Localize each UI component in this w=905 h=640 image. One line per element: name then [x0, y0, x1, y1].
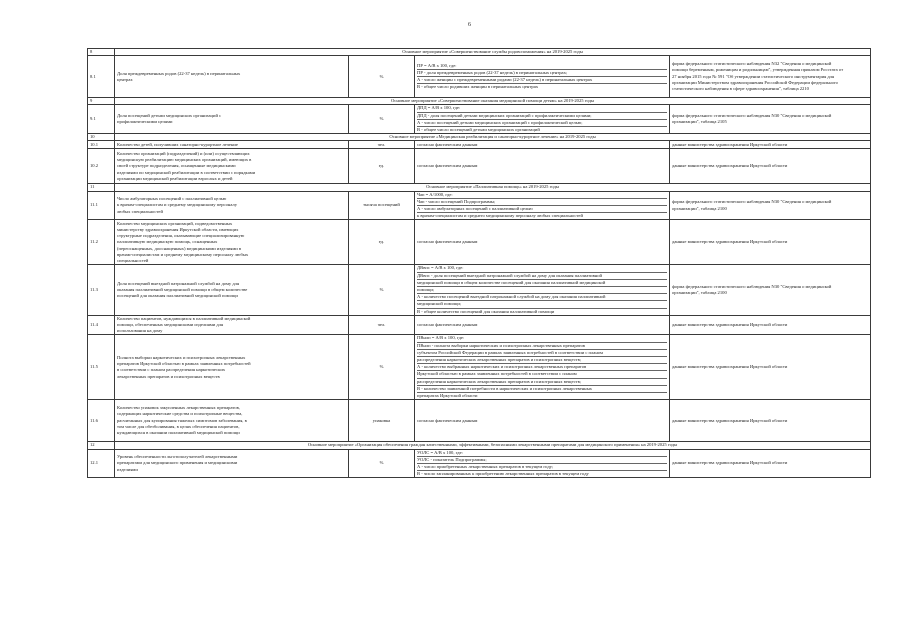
indicator-source-line: организации", таблица 2105: [672, 119, 727, 125]
indicator-name-line: помощи, обеспеченных медицинскими изделиями для: [117, 322, 224, 328]
indicator-formula-line: А - число посещений детьми медицинских организаций с профилактической целью;: [417, 120, 667, 127]
indicator-row: [88, 141, 871, 149]
indicator-formula-line: ДВвпс - доля посещений выездной патронажной службой на дому для оказания паллиативной: [417, 273, 667, 280]
indicator-formula-line: УОЛС = А/В х 100, где:: [417, 450, 667, 457]
indicator-source: [670, 449, 871, 478]
indicator-source: [670, 315, 871, 335]
indicator-formula-line: согласно фактическим данным: [417, 239, 478, 245]
indicator-formula-line: В - количество заявленной потребности в наркотических и психотропных лекарственных: [417, 386, 667, 393]
indicator-name-line: Доля преждевременных родов (22-37 недель) в перинатальных: [117, 70, 241, 76]
indicator-source-line: данные министерства здравоохранения Иркутской области: [672, 141, 788, 147]
indicator-source-line: организации Министерством здравоохранения Российской Федерации федерального: [672, 79, 838, 85]
indicator-number: 11.3: [88, 265, 115, 315]
indicator-name-line: Полнота выборки наркотических и психотропных лекарственных: [117, 354, 246, 360]
indicator-formula-line: ПВнлп - полнота выборки наркотических и психотропных лекарственных препаратов: [417, 343, 667, 350]
indicator-formula-line: А - число приобретенных лекарственных препаратов в текущем году;: [417, 464, 667, 471]
section-title: Основное мероприятие «Совершенствование службы родовспоможения» на 2019-2025 годы: [115, 49, 871, 56]
indicator-unit: ед.: [349, 149, 415, 184]
section-title: Основное мероприятие «Медицинская реабилитация и санаторно-курортное лечение» на 2019-2025 годы: [115, 134, 871, 141]
indicator-source-line: форма федерального статистического наблюдения N32 "Сведения о медицинской: [672, 61, 832, 67]
indicator-name-line: своей структуре подразделения, оснащенные медицинскими: [117, 163, 236, 169]
indicator-number: 11.6: [88, 400, 115, 442]
indicator-number: 10.2: [88, 149, 115, 184]
indicator-name: [115, 191, 349, 220]
indicator-name: [115, 149, 349, 184]
indicator-unit: %: [349, 335, 415, 400]
indicator-name-line: лекарственных препаратов и психотропных веществ: [117, 373, 220, 379]
indicator-name-line: Количество организаций (подразделений) и (или) осуществляющих: [117, 150, 250, 156]
indicator-formula-line: В - общее количество посещений для оказания паллиативной помощи: [417, 308, 555, 314]
indicator-number: 11.2: [88, 220, 115, 265]
indicator-name-line: Количество упаковок закупленных лекарственных препаратов,: [117, 405, 240, 411]
indicator-formula: [415, 400, 670, 442]
indicator-number: 8.1: [88, 56, 115, 98]
indicator-formula: [415, 265, 670, 315]
indicator-row: [88, 56, 871, 98]
indicator-name-line: том числе для обезболивания, в целях обеспечения пациентов,: [117, 423, 240, 429]
indicator-formula: [415, 315, 670, 335]
indicator-source: [670, 191, 871, 220]
indicator-formula: [415, 149, 670, 184]
indicator-source: [670, 335, 871, 400]
indicator-name-line: к врачам-специалистам и среднему медицинскому персоналу: [117, 202, 237, 208]
indicator-row: [88, 335, 871, 400]
indicator-source-line: организации", таблица 2100: [672, 205, 727, 211]
indicator-unit: %: [349, 449, 415, 478]
indicator-name-line: (переоснащенных, дооснащенных) медицинскими изделиями в: [117, 245, 242, 251]
indicator-formula-line: А - количество посещений выездной патронажной службой на дому для оказания паллиативной: [417, 294, 667, 301]
indicator-source-line: статистического наблюдения в сфере здравоохранения", таблица 2210: [672, 86, 809, 91]
indicator-formula: [415, 56, 670, 98]
indicator-unit: чел.: [349, 141, 415, 149]
indicator-source-line: данные министерства здравоохранения Иркутской области: [672, 163, 788, 169]
indicator-formula: [415, 191, 670, 220]
indicator-formula-line: согласно фактическим данным: [417, 322, 478, 328]
section-number: 12: [88, 442, 115, 449]
indicator-unit: тысяча посещений: [349, 191, 415, 220]
indicator-formula: [415, 449, 670, 478]
indicator-formula-line: Чап - число посещений Подпрограммы;: [417, 199, 667, 206]
indicator-formula-line: Чап = А/1000, где:: [417, 192, 667, 199]
indicator-name-line: оказания паллиативной медицинской помощи в общем количестве: [117, 287, 248, 293]
indicator-name: [115, 56, 349, 98]
indicator-number: 11.4: [88, 315, 115, 335]
indicator-source: [670, 141, 871, 149]
indicator-source-line: данные министерства здравоохранения Иркутской области: [672, 460, 788, 466]
indicator-name: [115, 400, 349, 442]
indicator-row: [88, 400, 871, 442]
indicator-name-line: в соответствии с планом распределения наркотических: [117, 367, 226, 373]
indicator-formula-line: А - количество выбранных наркотических и психотропных лекарственных препаратов: [417, 364, 667, 371]
indicator-name: [115, 449, 349, 478]
section-row: [88, 49, 871, 56]
indicator-name-line: препаратами для медицинского применения и медицинскими: [117, 460, 238, 466]
indicator-source-line: помощи беременным, роженицам и родильницам", утвержденная приказом Росстата от: [672, 67, 844, 73]
indicator-formula-line: УОЛС - показатель Подпрограммы;: [417, 457, 667, 464]
indicator-source: [670, 220, 871, 265]
indicator-number: 10.1: [88, 141, 115, 149]
indicator-name-line: любых специальностей: [117, 208, 163, 214]
indicator-name-line: препаратов Иркутской областью в рамках заявленных потребностей: [117, 361, 251, 367]
indicator-formula-line: Иркутской областью в рамках заявленных потребностей в соответствии с планом: [417, 371, 667, 378]
indicator-formula-line: помощи;: [417, 287, 667, 294]
section-row: [88, 184, 871, 191]
indicator-formula-line: препаратах Иркутской области: [417, 393, 478, 399]
indicator-row: [88, 220, 871, 265]
section-title: Основное мероприятие «Паллиативная помощь» на 2019-2025 годы: [115, 184, 871, 191]
indicator-name-line: центрах: [117, 76, 133, 82]
indicator-formula-line: В - общее число родивших женщин в перинатальных центрах: [417, 84, 539, 90]
indicator-name-line: медицинскую реабилитацию медицинских организаций, имеющих в: [117, 157, 252, 163]
indicator-source-line: данные министерства здравоохранения Иркутской области: [672, 417, 788, 423]
indicator-row: [88, 149, 871, 184]
indicator-name-line: организации медицинской реабилитации взрослых и детей: [117, 175, 233, 181]
indicator-name: [115, 220, 349, 265]
section-row: [88, 98, 871, 105]
indicator-unit: упаковка: [349, 400, 415, 442]
indicator-unit: ед.: [349, 220, 415, 265]
indicator-formula-line: ПР - доля преждевременных родов (22-37 недель) в перинатальных центрах;: [417, 70, 667, 77]
indicator-source-line: данные министерства здравоохранения Иркутской области: [672, 322, 788, 328]
indicator-number: 9.1: [88, 105, 115, 134]
indicator-row: [88, 449, 871, 478]
indicator-formula: [415, 141, 670, 149]
indicator-unit: %: [349, 105, 415, 134]
indicator-formula-line: к врачам-специалистам и среднего медицинскому персоналу любых специальностей: [417, 213, 583, 219]
indicator-formula: [415, 335, 670, 400]
indicator-row: [88, 315, 871, 335]
indicator-source-line: 27 ноября 2015 года № 591 "Об утверждении статистического инструментария для: [672, 73, 835, 79]
indicator-name-line: посещений для оказания паллиативной медицинской помощи: [117, 293, 238, 299]
indicator-formula-line: медицинской помощи;: [417, 301, 667, 308]
indicator-name-line: Число амбулаторных посещений с паллиативной целью: [117, 196, 227, 202]
indicator-formula-line: ПВнлп = А/В х 100, где:: [417, 335, 667, 342]
indicator-name-line: изделиями: [117, 466, 138, 472]
section-number: 11: [88, 184, 115, 191]
indicator-source: [670, 149, 871, 184]
indicator-number: 12.1: [88, 449, 115, 478]
indicator-formula-line: медицинской помощи в общем количестве посещений для оказания паллиативной медицинской: [417, 280, 667, 287]
indicator-name-line: специальностей: [117, 257, 149, 263]
indicator-unit: чел.: [349, 315, 415, 335]
indicator-source-line: данные министерства здравоохранения Иркутской области: [672, 364, 788, 370]
indicator-name-line: паллиативную медицинскую помощь, оснащенных: [117, 239, 218, 245]
indicator-formula: [415, 220, 670, 265]
indicator-formula-line: В - общее число посещений детьми медицинских организаций: [417, 127, 540, 133]
indicator-row: [88, 105, 871, 134]
indicator-formula-line: А - число амбулаторных посещений с паллиативной целью: [417, 206, 667, 213]
indicator-source: [670, 56, 871, 98]
indicator-name-line: расчитанных для купирования тяжелых симптомов заболевания, в: [117, 417, 247, 423]
indicator-formula-line: согласно фактическим данным: [417, 163, 478, 169]
indicator-name: [115, 141, 349, 149]
indicator-source-line: организации", таблица 2100: [672, 290, 727, 296]
indicator-formula-line: согласно фактическим данным: [417, 141, 478, 147]
indicator-formula-line: А - число женщин с преждевременными родами (22-37 недель) в перинатальных центрах: [417, 77, 667, 84]
indicator-source-line: данные министерства здравоохранения Иркутской области: [672, 239, 788, 245]
indicator-formula-line: ПР = А/В х 100, где:: [417, 63, 667, 70]
indicator-formula-line: согласно фактическим данным: [417, 417, 478, 423]
indicators-table: [87, 48, 871, 478]
section-number: 10: [88, 134, 115, 141]
indicator-name: [115, 105, 349, 134]
indicator-name: [115, 265, 349, 315]
indicator-name-line: Количество медицинских организаций, подведомственных: [117, 220, 233, 226]
indicator-name-line: врачам-специалистам и среднему медицинскому персоналу любых: [117, 251, 249, 257]
indicator-name: [115, 315, 349, 335]
indicator-name-line: Количество детей, получивших санаторно-курортное лечение: [117, 141, 238, 147]
indicator-formula: [415, 105, 670, 134]
indicator-name-line: Уровень обеспеченности льготополучателей лекарственными: [117, 454, 238, 460]
indicator-name-line: использования на дому: [117, 328, 163, 334]
section-title: Основное мероприятие «Организация обеспечения граждан качественными, эффективными, безопасными лекарственными препаратами для медицинского применения» на 2019-2025 годы: [115, 442, 871, 449]
indicator-name: [115, 335, 349, 400]
indicator-name-line: содержащих наркотические средства и психотропные вещества,: [117, 411, 243, 417]
section-number: 8: [88, 49, 115, 56]
indicator-formula-line: ДПД = А/В х 100, где:: [417, 105, 667, 112]
indicator-row: [88, 265, 871, 315]
indicator-formula-line: распределения наркотических лекарственных препаратов и психотропных веществ;: [417, 379, 667, 386]
indicator-name-line: Доля посещений выездной патронажной службой на дому для: [117, 280, 240, 286]
indicator-source-line: форма федерального статистического наблюдения N30 "Сведения о медицинской: [672, 113, 832, 119]
indicator-name-line: изделиями по медицинской реабилитации в соответствии с порядками: [117, 169, 256, 175]
indicator-formula-line: ДПД - доля посещений детьми медицинских организаций с профилактическими целями;: [417, 113, 667, 120]
indicator-formula-line: распределения наркотических лекарственных препаратов и психотропных веществ;: [417, 357, 667, 364]
indicator-name-line: структурные подразделения, оказывающие специализированную: [117, 233, 245, 239]
indicator-source-line: форма федерального статистического наблюдения N30 "Сведения о медицинской: [672, 199, 832, 205]
indicator-formula-line: ДВвпс = А/В х 100, где:: [417, 265, 667, 272]
section-row: [88, 134, 871, 141]
indicator-source: [670, 105, 871, 134]
indicator-source: [670, 400, 871, 442]
indicator-name-line: нуждающихся в оказании паллиативной медицинской помощи: [117, 430, 240, 436]
section-row: [88, 442, 871, 449]
section-title: Основное мероприятие «Совершенствование оказания медицинской помощи детям» на 2019-2025 годы: [115, 98, 871, 105]
indicator-name-line: Доля посещений детьми медицинских организаций с: [117, 113, 222, 119]
indicator-formula-line: субъектом Российской Федерации в рамках заявленных потребностей в соответствии с планом: [417, 350, 667, 357]
indicator-number: 11.5: [88, 335, 115, 400]
indicator-row: [88, 191, 871, 220]
indicator-source: [670, 265, 871, 315]
indicator-number: 11.1: [88, 191, 115, 220]
indicator-unit: %: [349, 56, 415, 98]
indicator-name-line: Количество пациентов, нуждающихся в паллиативной медицинской: [117, 315, 251, 321]
indicator-unit: %: [349, 265, 415, 315]
indicator-formula-line: В - число запланированных к приобретению лекарственных препаратов в текущем году: [417, 471, 589, 477]
indicator-name-line: профилактическими целями: [117, 119, 173, 125]
page-number: 6: [468, 22, 471, 28]
section-number: 9: [88, 98, 115, 105]
indicator-source-line: форма федерального статистического наблюдения N30 "Сведения о медицинской: [672, 283, 832, 289]
indicator-name-line: министерству здравоохранения Иркутской области, имеющих: [117, 226, 239, 232]
